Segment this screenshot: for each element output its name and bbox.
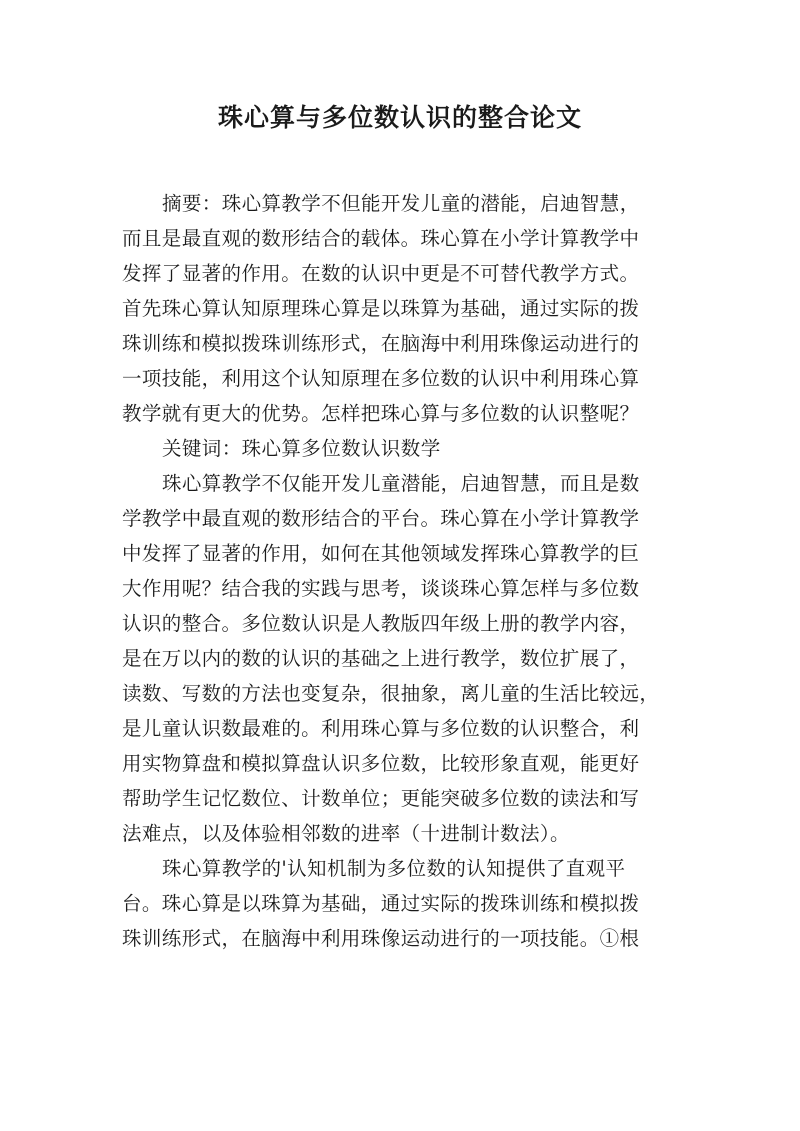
- document-body: [122, 186, 694, 956]
- paragraph-2-line-1: 珠心算教学的'认知机制为多位数的认知提供了直观平: [162, 857, 626, 880]
- paragraph-1-line-2: 学教学中最直观的数形结合的平台。珠心算在小学计算教学: [122, 507, 640, 530]
- document-title: 珠心算与多位数认识的整合论文: [217, 103, 582, 132]
- paragraph-2-line-3: 珠训练形式，在脑海中利用珠像运动进行的一项技能。①根: [122, 927, 640, 950]
- keywords-line: 关键词：珠心算多位数认识数学: [162, 437, 441, 460]
- abstract-line-6: 一项技能，利用这个认知原理在多位数的认识中利用珠心算: [122, 367, 640, 390]
- abstract-line-1: 摘要：珠心算教学不但能开发儿童的潜能，启迪智慧，: [162, 192, 640, 215]
- paragraph-1-line-7: 读数、写数的方法也变复杂，很抽象，离儿童的生活比较远，: [122, 682, 660, 705]
- paragraph-1-line-11: 法难点，以及体验相邻数的进率（十进制计数法）。: [122, 822, 570, 845]
- paragraph-1-line-5: 认识的整合。多位数认识是人教版四年级上册的教学内容，: [122, 612, 640, 635]
- paragraph-1-line-1: 珠心算教学不仅能开发儿童潜能，启迪智慧，而且是数: [162, 472, 640, 495]
- abstract-line-7: 教学就有更大的优势。怎样把珠心算与多位数的认识整呢？: [122, 402, 640, 425]
- abstract-line-4: 首先珠心算认知原理珠心算是以珠算为基础，通过实际的拨: [122, 297, 640, 320]
- paragraph-1-line-10: 帮助学生记忆数位、计数单位；更能突破多位数的读法和写: [122, 787, 640, 810]
- paragraph-2-line-2: 台。珠心算是以珠算为基础，通过实际的拨珠训练和模拟拨: [122, 892, 640, 915]
- abstract-line-3: 发挥了显著的作用。在数的认识中更是不可替代教学方式。: [122, 262, 640, 285]
- paragraph-1-line-8: 是儿童认识数最难的。利用珠心算与多位数的认识整合，利: [122, 717, 640, 740]
- abstract-line-2: 而且是最直观的数形结合的载体。珠心算在小学计算教学中: [122, 227, 640, 250]
- paragraph-1-line-3: 中发挥了显著的作用，如何在其他领域发挥珠心算教学的巨: [122, 542, 640, 565]
- abstract-line-5: 珠训练和模拟拨珠训练形式，在脑海中利用珠像运动进行的: [122, 332, 640, 355]
- paragraph-1-line-9: 用实物算盘和模拟算盘认识多位数，比较形象直观，能更好: [122, 752, 640, 775]
- paragraph-1-line-6: 是在万以内的数的认识的基础之上进行教学，数位扩展了，: [122, 647, 640, 670]
- paragraph-1-line-4: 大作用呢？结合我的实践与思考，谈谈珠心算怎样与多位数: [122, 577, 640, 600]
